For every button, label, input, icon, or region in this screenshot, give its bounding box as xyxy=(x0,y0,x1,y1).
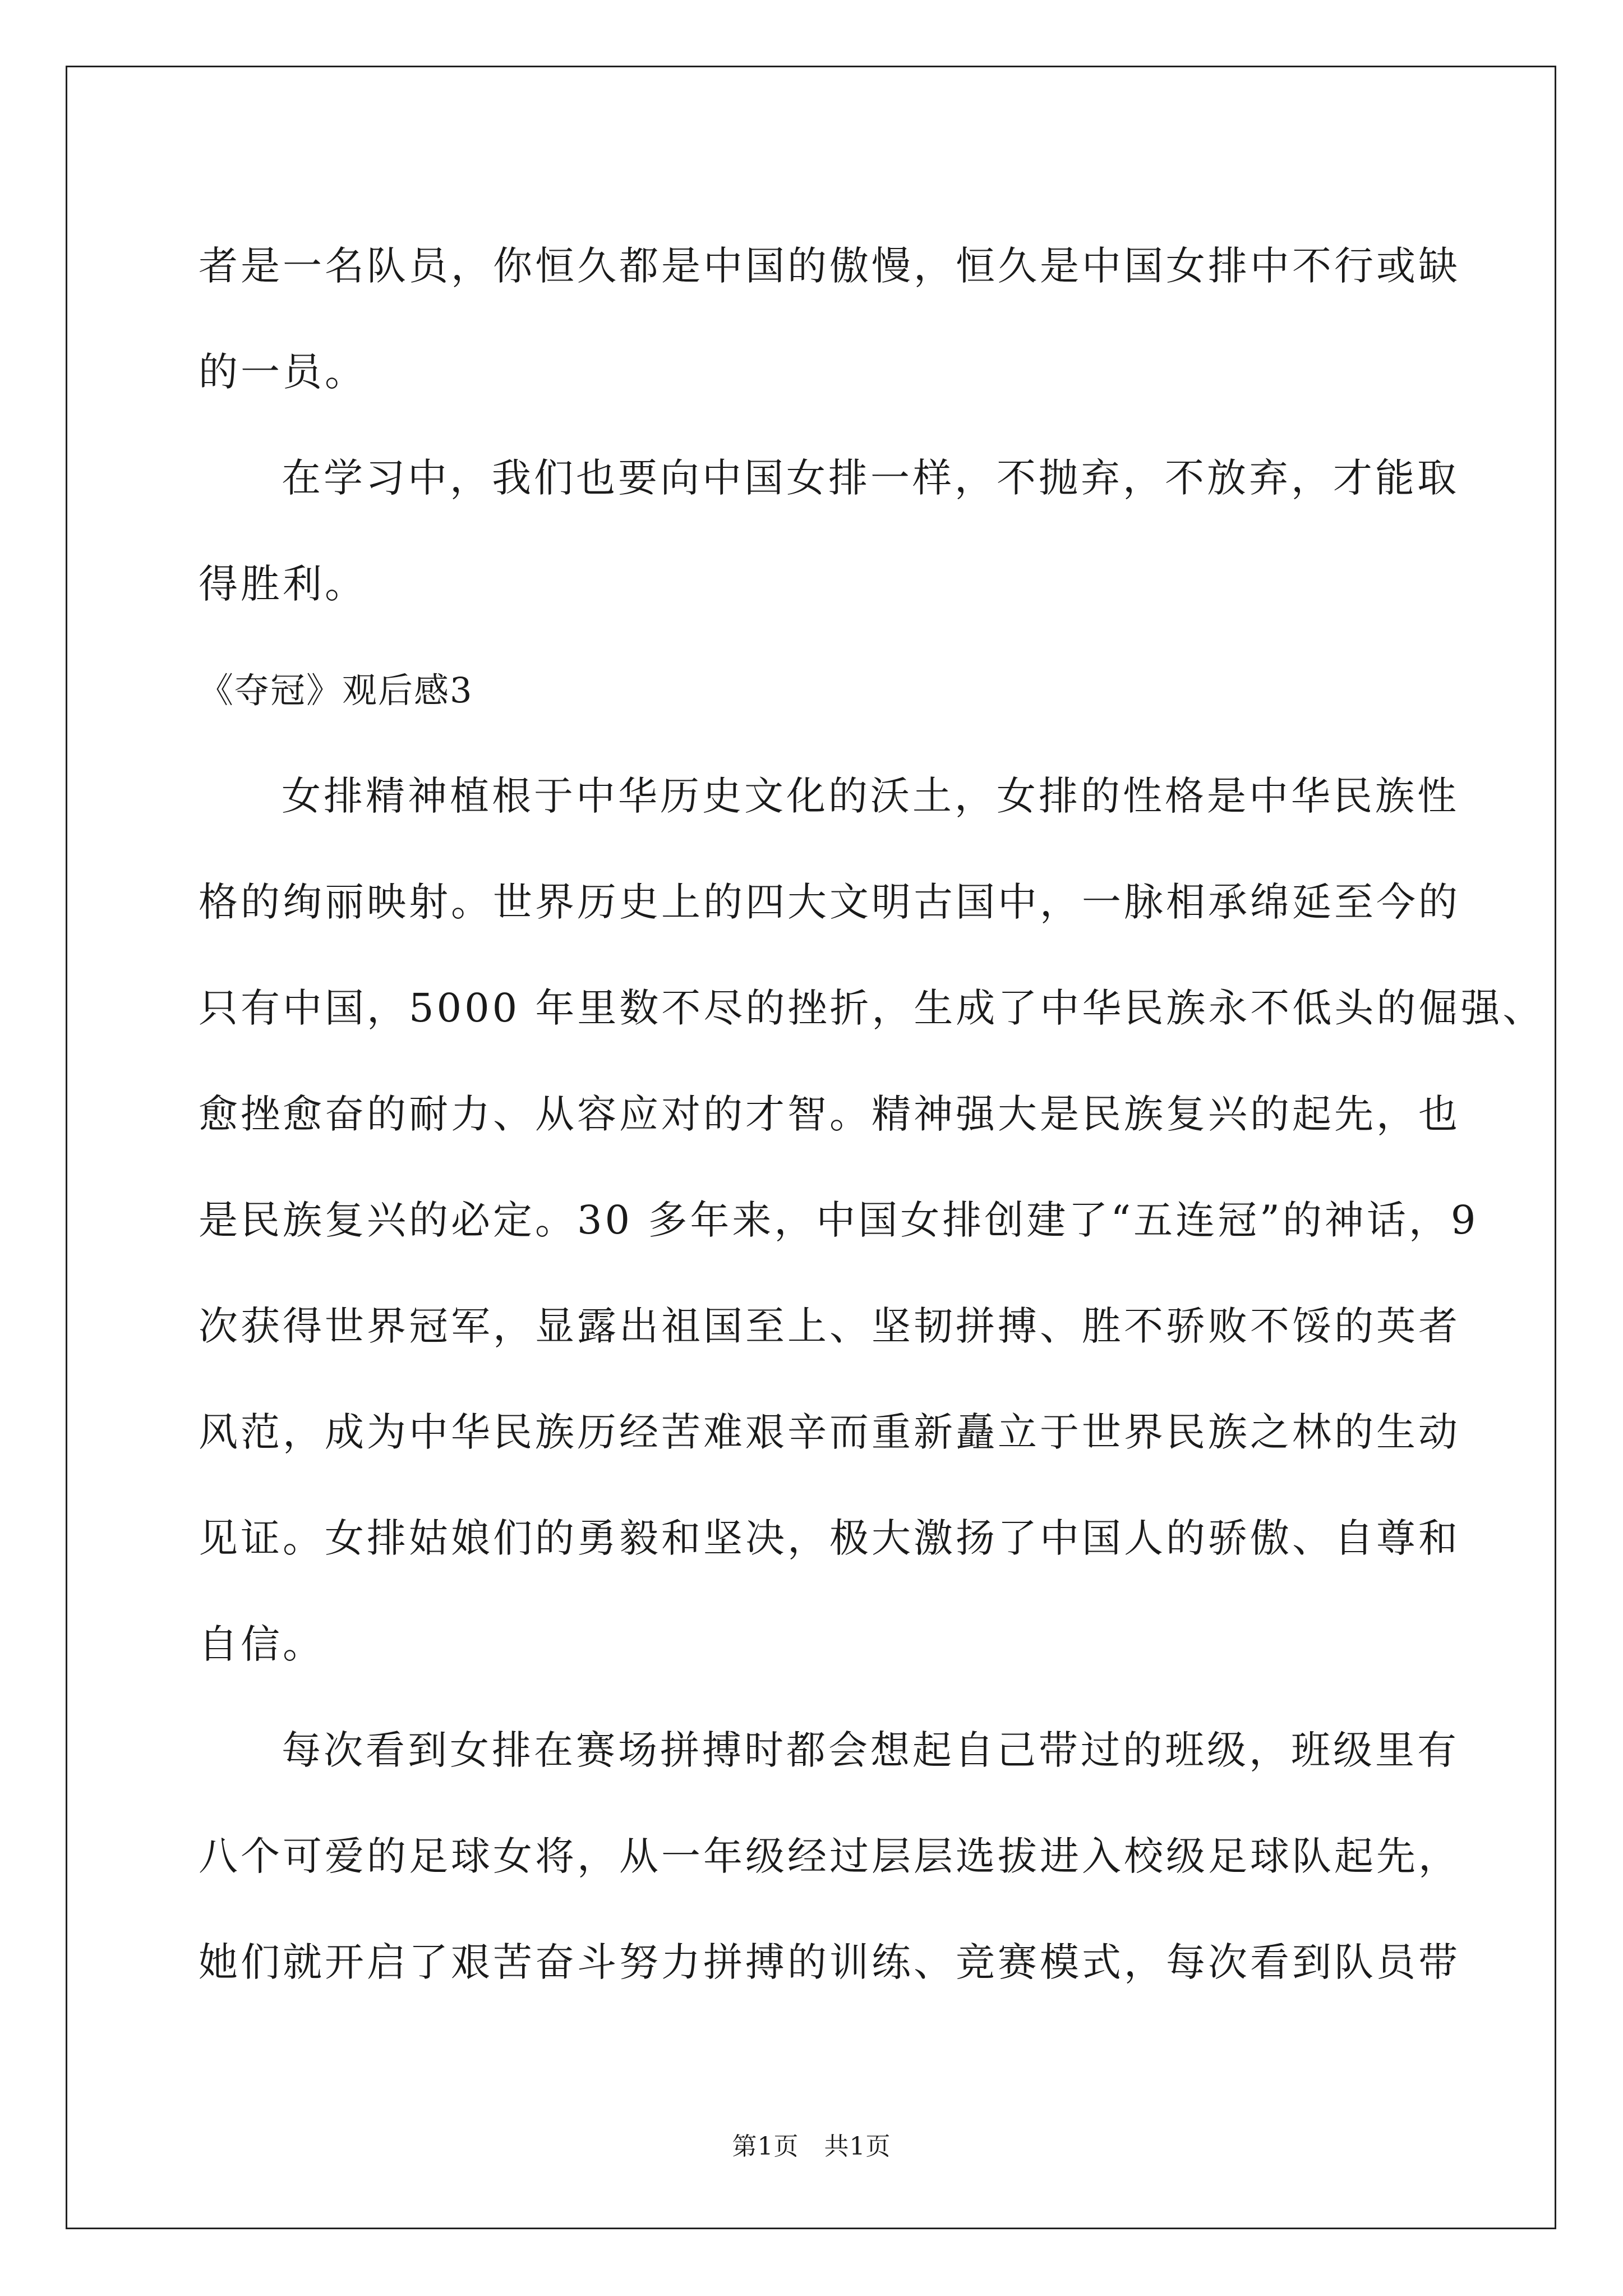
text-line: 次获得世界冠军，显露出祖国至上、坚韧拼搏、胜不骄败不馁的英者 xyxy=(199,1303,1460,1349)
text-line: 风范，成为中华民族历经苦难艰辛而重新矗立于世界民族之林的生动 xyxy=(199,1409,1460,1455)
text-line: 她们就开启了艰苦奋斗努力拼搏的训练、竞赛模式，每次看到队员带 xyxy=(199,1939,1460,1985)
text-line: 的一员。 xyxy=(199,349,367,395)
text-line: 得胜利。 xyxy=(199,561,367,607)
text-line: 格的绚丽映射。世界历史上的四大文明古国中，一脉相承绵延至今的 xyxy=(199,879,1460,925)
text-line: 八个可爱的足球女将，从一年级经过层层选拔进入校级足球队起先， xyxy=(199,1833,1460,1879)
text-line: 者是一名队员，你恒久都是中国的傲慢，恒久是中国女排中不行或缺 xyxy=(199,243,1460,289)
text-line: 是民族复兴的必定。30 多年来，中国女排创建了“五连冠”的神话，9 xyxy=(199,1197,1479,1243)
section-heading: 《夺冠》观后感3 xyxy=(199,670,473,711)
text-line: 自信。 xyxy=(199,1621,325,1667)
page-number-footer: 第1页 共1页 xyxy=(732,2132,891,2161)
paragraph-start-line: 在学习中，我们也要向中国女排一样，不抛弃，不放弃，才能取 xyxy=(282,455,1459,501)
text-line: 见证。女排姑娘们的勇毅和坚决，极大激扬了中国人的骄傲、自尊和 xyxy=(199,1515,1460,1561)
text-line: 只有中国，5000 年里数不尽的挫折，生成了中华民族永不低头的倔强、 xyxy=(199,985,1545,1031)
paragraph-start-line: 女排精神植根于中华历史文化的沃土，女排的性格是中华民族性 xyxy=(282,773,1459,819)
paragraph-start-line: 每次看到女排在赛场拼搏时都会想起自己带过的班级，班级里有 xyxy=(282,1727,1459,1773)
text-line: 愈挫愈奋的耐力、从容应对的才智。精神强大是民族复兴的起先，也 xyxy=(199,1091,1460,1137)
document-body xyxy=(199,213,1545,2016)
